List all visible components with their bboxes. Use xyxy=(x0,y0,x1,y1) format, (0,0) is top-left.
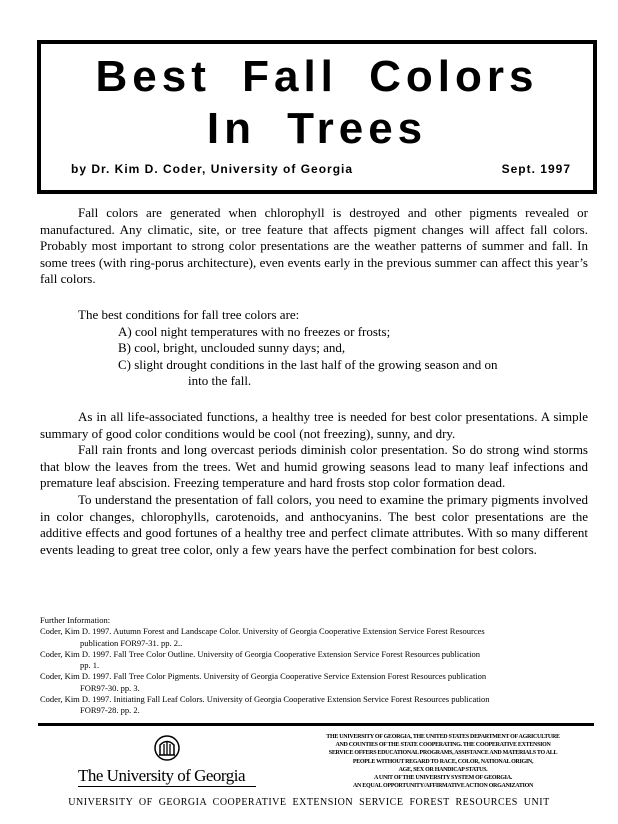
paragraph: To understand the presentation of fall colors, you need to examine the primary pigments involved in color changes, chlorophylls, carotenoids, and anthocyanins. The best color presentations are the additive effects and good fortunes of a healthy tree and perfect climate attributes. With so many different events leading to great tree color, only a few years have the perfect combination for best colors. xyxy=(40,491,588,557)
statement-line: A UNIT OF THE UNIVERSITY SYSTEM OF GEORGIA. xyxy=(374,775,512,782)
condition-item: B) cool, bright, unclouded sunny days; and, xyxy=(118,340,346,356)
statement-line: THE UNIVERSITY OF GEORGIA, THE UNITED STATES DEPARTMENT OF AGRICULTURE xyxy=(326,734,560,740)
conditions-list xyxy=(78,307,588,390)
reference-cont: pp. 1. xyxy=(80,660,100,671)
reference-item xyxy=(40,694,580,717)
condition-item: C) slight drought conditions in the last half of the growing season and on xyxy=(118,356,498,372)
divider xyxy=(38,723,594,726)
paragraph: Fall colors are generated when chlorophyll is destroyed and other pigments revealed or manufactured. Any climatic, site, or tree feature that affects pigment changes will affect fall colors. Probably most important to strong color presentations are the weather patterns of summer and fall. In some trees (with ring-porus architecture), even events early in the previous summer can affect this year’s fall colors. xyxy=(40,205,588,287)
equal-opportunity-statement xyxy=(296,733,590,790)
arch-seal-icon xyxy=(154,735,180,761)
reference-cont: FOR97-30. pp. 3. xyxy=(80,682,140,693)
university-logo xyxy=(78,735,256,787)
conditions-intro: The best conditions for fall tree colors are: xyxy=(78,306,300,322)
title-line-1: Best Fall Colors xyxy=(95,52,539,101)
statement-line: AGE, SEX OR HANDICAP STATUS. xyxy=(398,766,488,773)
reference-cont: publication FOR97-31. pp. 2.. xyxy=(80,637,183,648)
reference-item xyxy=(40,649,580,672)
paragraph: Fall rain fronts and long overcast periods diminish color presentation. So do strong wind storms that blow the leaves from the trees. Wet and humid growing seasons lead to many leaf infections and premature leaf abscision. Freezing temperature and hard frosts stop color formation dead. xyxy=(40,442,588,491)
reference-item xyxy=(40,626,580,649)
body-text xyxy=(40,205,588,558)
reference-line: Coder, Kim D. 1997. Autumn Forest and Landscape Color. University of Georgia Cooperative Extension Service Forest Resources xyxy=(40,626,485,637)
statement-line: PEOPLE WITHOUT REGARD TO RACE, COLOR, NATIONAL ORIGIN, xyxy=(352,758,534,765)
paragraph: As in all life-associated functions, a healthy tree is needed for best color presentations. A simple summary of good color conditions would be cool (not freezing), sunny, and dry. xyxy=(40,408,588,441)
condition-item-continued: into the fall. xyxy=(188,373,252,389)
reference-item xyxy=(40,671,580,694)
statement-line: SERVICE OFFERS EDUCATIONAL PROGRAMS, ASSISTANCE AND MATERIALS TO ALL xyxy=(328,750,558,757)
statement-line: AND COUNTIES OF THE STATE COOPERATING. THE COOPERATIVE EXTENSION xyxy=(335,742,551,749)
condition-item: A) cool night temperatures with no freezes or frosts; xyxy=(118,323,391,339)
reference-line: Coder, Kim D. 1997. Fall Tree Color Outline. University of Georgia Cooperative Extension Service Forest Resources publication xyxy=(40,648,481,659)
references-heading: Further Information: xyxy=(40,615,111,625)
date: Sept. 1997 xyxy=(501,162,571,176)
footer-unit: UNIVERSITY OF GEORGIA COOPERATIVE EXTENSION SERVICE FOREST RESOURCES UNIT xyxy=(68,797,550,808)
logo-name: The University of Georgia xyxy=(78,766,256,787)
title-line-2: In Trees xyxy=(206,104,428,153)
title-box xyxy=(37,40,597,194)
byline: by Dr. Kim D. Coder, University of Georgia xyxy=(71,162,354,176)
reference-line: Coder, Kim D. 1997. Initiating Fall Leaf Colors. University of Georgia Cooperative Extension Service Forest Resources publication xyxy=(40,694,490,705)
reference-cont: FOR97-28. pp. 2. xyxy=(80,705,140,716)
reference-line: Coder, Kim D. 1997. Fall Tree Color Pigments. University of Georgia Cooperative Service Extension Forest Resources publication xyxy=(40,671,487,682)
statement-line: AN EQUAL OPPORTUNITY/AFFIRMATIVE ACTION ORGANIZATION xyxy=(353,783,533,790)
references xyxy=(40,615,580,717)
